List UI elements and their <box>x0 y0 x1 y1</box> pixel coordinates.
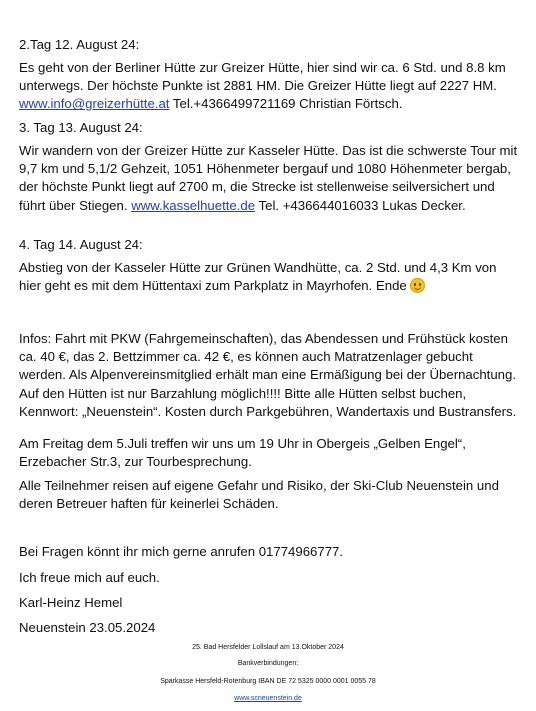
day2-text: Es geht von der Berliner Hütte zur Greizer Hütte, hier sind wir ca. 6 Std. und 8.8 km unterwegs. Der höchste Punkte ist 2881 HM. Die Greizer Hütte liegt auf 2227 HM. <box>19 60 506 94</box>
footer-event: 25. Bad Hersfelder Lollslauf am 13.Oktober 2024 <box>192 644 344 651</box>
day4-heading: 4. Tag 14. August 24: <box>19 237 143 252</box>
day3-contact: Tel. +436644016033 Lukas Decker. <box>258 197 466 213</box>
day3-paragraph <box>19 142 519 215</box>
disclaimer-paragraph: Alle Teilnehmer reisen auf eigene Gefahr und Risiko, der Ski-Club Neuenstein und deren Betreuer haften für keinerlei Schäden. <box>19 478 499 512</box>
day2-heading: 2.Tag 12. August 24: <box>19 37 140 52</box>
day2-paragraph <box>19 59 519 114</box>
kasselhuette-link[interactable]: www.kasselhuette.de <box>131 197 256 213</box>
meeting-paragraph: Am Freitag dem 5.Juli treffen wir uns um 19 Uhr in Obergeis „Gelben Engel“, Erzebacher Str.3, zur Tourbesprechung. <box>19 436 466 470</box>
looking-forward-line: Ich freue mich auf euch. <box>19 570 160 585</box>
signature: Karl-Heinz Hemel <box>19 595 123 610</box>
website-link[interactable]: www.scneuenstein.de <box>234 695 302 702</box>
footer-bank-details: Sparkasse Hersfeld-Rotenburg IBAN DE 72 5325 0000 0001 0055 78 <box>160 678 376 685</box>
smiley-face-icon <box>410 278 425 293</box>
day3-text: Wir wandern von der Greizer Hütte zur Kasseler Hütte. Das ist die schwerste Tour mit 9,7 km und 5,1/2 Gehzeit, 1051 Höhenmeter bergauf und 1080 Höhenmeter bergab, der höchste Punkt liegt auf 2700 m, die Strecke ist stellenweise seilversichert und führt über Stiegen. <box>19 143 518 213</box>
day4-text: Abstieg von der Kasseler Hütte zur Grünen Wandhütte, ca. 2 Std. und 4,3 Km von hier geht es mit dem Hüttentaxi zum Parkplatz in Mayrhofen. Ende <box>19 260 497 294</box>
greizer-huette-link[interactable]: www.info@greizerhütte.at <box>19 96 170 112</box>
questions-line: Bei Fragen könnt ihr mich gerne anrufen 01774966777. <box>19 544 344 559</box>
day4-paragraph <box>19 259 519 295</box>
footer-bank-heading: Bankverbindungen: <box>237 660 299 667</box>
day2-contact: Tel.+4366499721169 Christian Förtsch. <box>172 96 403 112</box>
place-date: Neuenstein 23.05.2024 <box>19 620 156 635</box>
footer-website-line <box>0 694 536 703</box>
day3-heading: 3. Tag 13. August 24: <box>19 120 143 135</box>
infos-paragraph: Infos: Fahrt mit PKW (Fahrgemeinschaften), das Abendessen und Frühstück kosten ca. 40 €, das 2. Bettzimmer ca. 42 €, es können auch Matratzenlager gebucht werden. Als Alpenvereinsmitglied erhält man eine Ermäßigung bei der Übernachtung. Auf den Hütten ist nur Barzahlung möglich!!!! Bitte alle Hütten selbst buchen, Kennwort: „Neuenstein“. Kosten durch Parkgebühren, Wandertaxis und Bustransfers. <box>19 331 517 419</box>
